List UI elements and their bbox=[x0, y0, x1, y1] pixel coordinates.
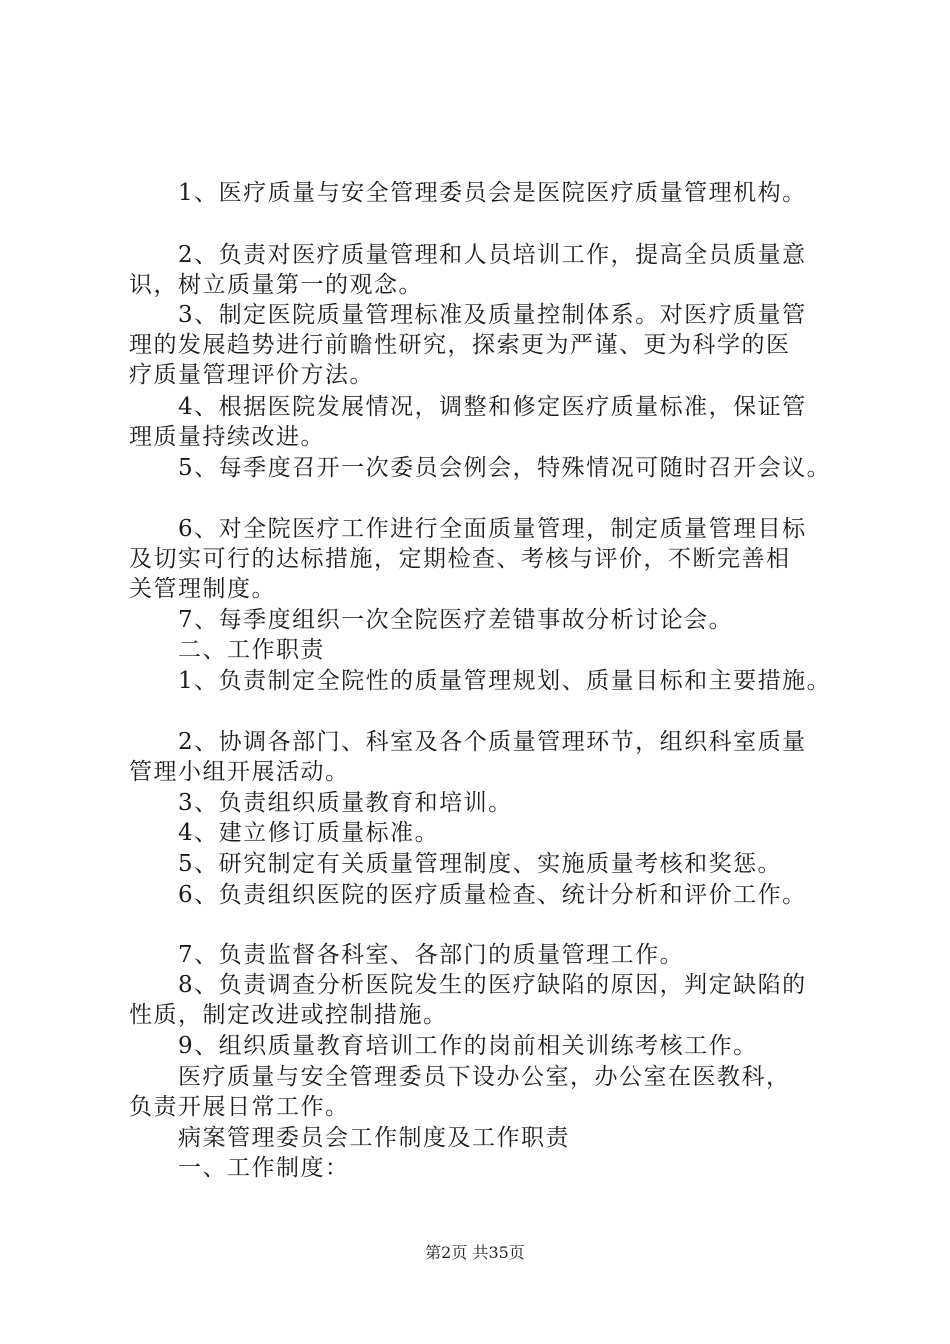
text-line: 6、对全院医疗工作进行全面质量管理，制定质量管理目标 bbox=[129, 516, 807, 542]
text-line: 性质，制定改进或控制措施。 bbox=[129, 1002, 448, 1028]
text-line: 8、负责调查分析医院发生的医疗缺陷的原因，判定缺陷的 bbox=[129, 972, 807, 998]
text-line: 负责开展日常工作。 bbox=[129, 1094, 350, 1120]
text-line: 5、研究制定有关质量管理制度、实施质量考核和奖惩。 bbox=[129, 851, 783, 877]
text-line: 7、每季度组织一次全院医疗差错事故分析讨论会。 bbox=[129, 607, 734, 633]
text-line: 1、医疗质量与安全管理委员会是医院医疗质量管理机构。 bbox=[129, 180, 807, 206]
section-heading: 一、工作制度： bbox=[129, 1155, 350, 1181]
text-line: 7、负责监督各科室、各部门的质量管理工作。 bbox=[129, 942, 685, 968]
text-line: 2、协调各部门、科室及各个质量管理环节，组织科室质量 bbox=[129, 729, 807, 755]
text-line: 9、组织质量教育培训工作的岗前相关训练考核工作。 bbox=[129, 1033, 758, 1059]
page-number: 第2页 共35页 bbox=[425, 1243, 525, 1262]
text-line: 4、建立修订质量标准。 bbox=[129, 820, 440, 846]
text-line: 识，树立质量第一的观念。 bbox=[129, 272, 423, 298]
text-line: 理质量持续改进。 bbox=[129, 424, 325, 450]
text-line: 管理小组开展活动。 bbox=[129, 759, 350, 785]
text-line: 医疗质量与安全管理委员下设办公室，办公室在医教科， bbox=[129, 1064, 791, 1090]
text-line: 3、负责组织质量教育和培训。 bbox=[129, 790, 513, 816]
text-line: 疗质量管理评价方法。 bbox=[129, 362, 374, 388]
text-line: 6、负责组织医院的医疗质量检查、统计分析和评价工作。 bbox=[129, 882, 807, 908]
text-line: 关管理制度。 bbox=[129, 576, 276, 602]
text-line: 及切实可行的达标措施，定期检查、考核与评价，不断完善相 bbox=[129, 546, 791, 572]
text-line: 1、负责制定全院性的质量管理规划、质量目标和主要措施。 bbox=[129, 668, 832, 694]
text-line: 2、负责对医疗质量管理和人员培训工作，提高全员质量意 bbox=[129, 242, 807, 268]
section-heading: 二、工作职责 bbox=[129, 637, 325, 663]
text-line: 3、制定医院质量管理标准及质量控制体系。对医疗质量管 bbox=[129, 302, 807, 328]
text-line: 4、根据医院发展情况，调整和修定医疗质量标准，保证管 bbox=[129, 394, 807, 420]
text-line: 理的发展趋势进行前瞻性研究，探索更为严谨、更为科学的医 bbox=[129, 332, 791, 358]
section-heading: 病案管理委员会工作制度及工作职责 bbox=[129, 1125, 570, 1151]
text-line: 5、每季度召开一次委员会例会，特殊情况可随时召开会议。 bbox=[129, 455, 832, 481]
